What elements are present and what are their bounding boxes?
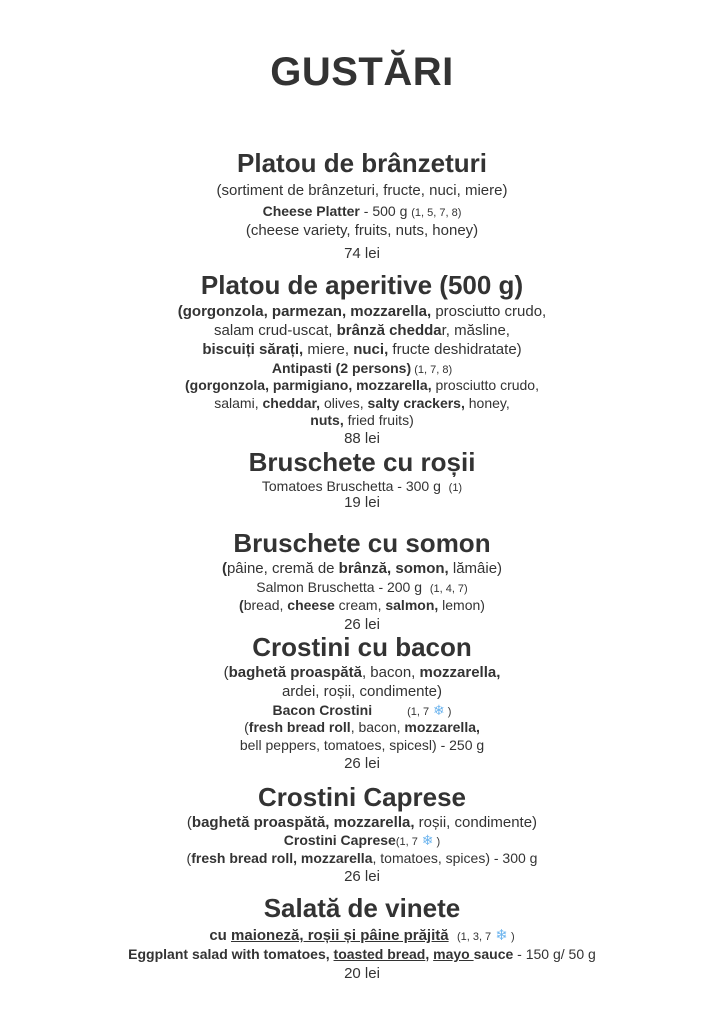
bold-text: fresh bread roll bbox=[248, 719, 351, 735]
item-antipasti-desc-en-line2 bbox=[0, 395, 724, 411]
allergens: (1, 3, 7 bbox=[456, 931, 492, 943]
allergens: (1, 5, 7, 8) bbox=[411, 207, 462, 219]
item-bruschete-somon-en bbox=[0, 579, 724, 595]
item-salata-vinete-price: 20 lei bbox=[344, 965, 380, 982]
item-crostini-caprese-title: Crostini Caprese bbox=[257, 782, 467, 812]
item-cheese-platter-desc-ro: (sortiment de brânzeturi, fructe, nuci, miere) bbox=[216, 182, 508, 199]
bold-text: brânză chedda bbox=[336, 322, 442, 339]
allergens: (1, 7 bbox=[407, 706, 430, 718]
item-salata-vinete-title: Salată de vinete bbox=[263, 893, 461, 923]
item-bruschete-somon-price: 26 lei bbox=[344, 616, 380, 633]
item-crostini-caprese-en bbox=[0, 832, 724, 849]
snowflake-icon: ❄ bbox=[433, 702, 445, 718]
text: salam crud-uscat, bbox=[214, 322, 337, 339]
text: cream, bbox=[334, 597, 386, 613]
underlined-text: mayo bbox=[433, 946, 474, 962]
item-antipasti-en bbox=[0, 360, 724, 376]
item-cheese-platter-title: Platou de brânzeturi bbox=[237, 148, 487, 178]
bold-text: Eggplant salad with tomatoes, bbox=[128, 946, 334, 962]
item-crostini-bacon-price: 26 lei bbox=[344, 755, 380, 772]
bold-text: cu bbox=[209, 927, 232, 944]
item-crostini-bacon-desc-en-line2: bell peppers, tomatoes, spicesl) - 250 g bbox=[239, 737, 485, 753]
bold-text: nuci, bbox=[353, 341, 389, 358]
item-crostini-caprese-desc-en bbox=[0, 850, 724, 866]
en-name: Cheese Platter bbox=[262, 203, 360, 219]
text: - 150 g/ 50 g bbox=[513, 946, 596, 962]
bold-text: , bbox=[425, 946, 434, 962]
bold-text: brânză, somon, bbox=[338, 560, 449, 577]
bold-text: ( bbox=[221, 560, 227, 577]
text: olives, bbox=[320, 395, 368, 411]
text: ( bbox=[223, 664, 229, 681]
snowflake-icon: ❄ bbox=[495, 927, 508, 944]
item-antipasti-desc-ro-line3 bbox=[0, 341, 724, 358]
item-bruschete-rosii-price: 19 lei bbox=[344, 494, 380, 511]
bold-text: baghetă proaspătă, mozzarella, bbox=[191, 814, 415, 831]
weight: - 500 g bbox=[359, 203, 408, 219]
text: lămâie) bbox=[448, 560, 503, 577]
item-crostini-caprese-desc-ro bbox=[0, 814, 724, 831]
item-antipasti-desc-en-line3 bbox=[0, 412, 724, 428]
allergens-close: ) bbox=[444, 706, 452, 718]
text: fried fruits) bbox=[343, 412, 414, 428]
bold-text: fresh bread roll, mozzarella bbox=[191, 850, 373, 866]
underlined-text: maioneză, roșii și pâine prăjită bbox=[231, 927, 449, 944]
bold-text: cheddar, bbox=[262, 395, 321, 411]
text: Salmon Bruschetta - 200 g bbox=[256, 579, 423, 595]
item-salata-vinete-desc-ro bbox=[0, 926, 724, 944]
item-salata-vinete-desc-en bbox=[0, 946, 724, 962]
allergens: (1, 4, 7) bbox=[429, 583, 468, 595]
en-name: Crostini Caprese bbox=[283, 832, 396, 848]
text: prosciutto crudo, bbox=[431, 377, 539, 393]
snowflake-icon: ❄ bbox=[421, 832, 434, 848]
item-cheese-platter-en bbox=[0, 203, 724, 219]
text: fructe deshidratate) bbox=[388, 341, 522, 358]
item-cheese-platter-price: 74 lei bbox=[344, 245, 380, 262]
text: pâine, cremă de bbox=[226, 560, 339, 577]
bold-text: salmon, bbox=[385, 597, 439, 613]
item-cheese-platter-desc-en: (cheese variety, fruits, nuts, honey) bbox=[245, 222, 479, 239]
item-crostini-bacon-desc-en-line1 bbox=[0, 719, 724, 735]
en-name: Antipasti (2 persons) bbox=[271, 360, 412, 376]
item-crostini-caprese-price: 26 lei bbox=[344, 868, 380, 885]
bold-text: cheese bbox=[287, 597, 335, 613]
item-crostini-bacon-en bbox=[0, 702, 724, 719]
bold-text: biscuiți sărați, bbox=[202, 341, 304, 358]
text: ( bbox=[244, 719, 249, 735]
bold-text: (gorgonzola, parmezan, mozzarella, bbox=[177, 303, 432, 320]
bold-text: salty crackers, bbox=[367, 395, 465, 411]
item-crostini-bacon-title: Crostini cu bacon bbox=[252, 632, 472, 662]
item-bruschete-rosii-en bbox=[0, 478, 724, 494]
item-antipasti-desc-ro-line2 bbox=[0, 322, 724, 339]
bold-text: (gorgonzola, parmigiano, mozzarella, bbox=[185, 377, 432, 393]
text: , bacon, bbox=[350, 719, 405, 735]
allergens: (1) bbox=[448, 482, 463, 494]
item-crostini-bacon-desc-ro-line2: ardei, roșii, condimente) bbox=[281, 683, 443, 700]
allergens-close: ) bbox=[507, 931, 515, 943]
bold-text: ( bbox=[239, 597, 244, 613]
en-name: Bacon Crostini bbox=[272, 702, 373, 718]
text: lemon) bbox=[438, 597, 485, 613]
bold-text: sauce bbox=[473, 946, 514, 962]
bold-text: mozzarella, bbox=[419, 664, 501, 681]
item-bruschete-somon-desc-ro bbox=[0, 560, 724, 577]
item-antipasti-desc-ro-line1 bbox=[0, 303, 724, 320]
item-antipasti-price: 88 lei bbox=[344, 430, 380, 447]
allergens: (1, 7, 8) bbox=[411, 364, 453, 376]
text: ( bbox=[186, 814, 192, 831]
text: salami, bbox=[214, 395, 263, 411]
text: Tomatoes Bruschetta - 300 g bbox=[261, 478, 441, 494]
page-title: GUSTĂRI bbox=[270, 50, 454, 94]
text: prosciutto crudo, bbox=[431, 303, 547, 320]
text: r, măsline, bbox=[441, 322, 510, 339]
bold-text: mozzarella, bbox=[404, 719, 480, 735]
item-crostini-bacon-desc-ro-line1 bbox=[0, 664, 724, 681]
bold-text: baghetă proaspătă bbox=[228, 664, 362, 681]
text: , tomatoes, spices) - 300 g bbox=[372, 850, 538, 866]
item-antipasti-desc-en-line1 bbox=[0, 377, 724, 393]
underlined-text: toasted bread bbox=[333, 946, 426, 962]
bold-text: nuts, bbox=[310, 412, 344, 428]
item-bruschete-somon-title: Bruschete cu somon bbox=[233, 528, 491, 558]
text: bread, bbox=[243, 597, 288, 613]
allergens: (1, 7 bbox=[395, 836, 418, 848]
text: , bacon, bbox=[361, 664, 420, 681]
allergens-close: ) bbox=[433, 836, 441, 848]
text: roșii, condimente) bbox=[414, 814, 538, 831]
text: miere, bbox=[303, 341, 354, 358]
text: honey, bbox=[464, 395, 510, 411]
item-antipasti-title: Platou de aperitive (500 g) bbox=[200, 270, 524, 300]
item-bruschete-rosii-title: Bruschete cu roșii bbox=[248, 447, 476, 477]
text: ( bbox=[186, 850, 192, 866]
item-bruschete-somon-desc-en bbox=[0, 597, 724, 613]
